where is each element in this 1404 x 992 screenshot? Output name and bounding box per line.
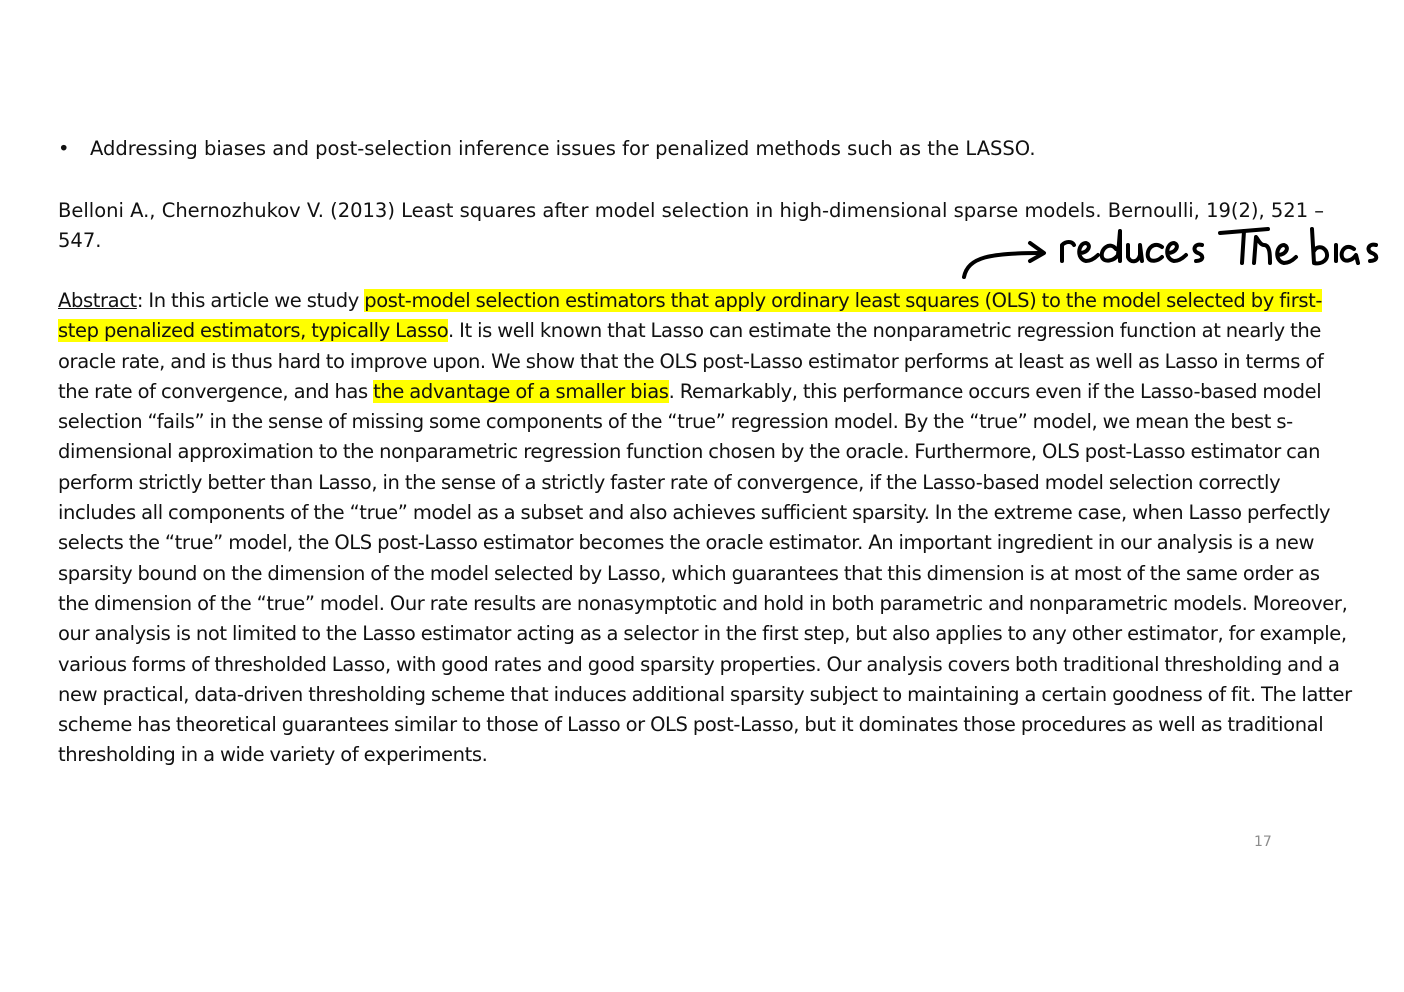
arrow-stroke — [964, 253, 1040, 277]
abstract-label: Abstract — [58, 289, 137, 312]
highlight-ols-post-selection: post-model selection estimators that apply ordinary least squares (OLS) to the model selected by first-step penalized estimators, typically Lasso — [58, 289, 1323, 343]
citation-reference: Belloni A., Chernozhukov V. (2013) Least squares after model selection in high-dimensional sparse models. Bernoulli, 19(2), 521 – 547. — [58, 199, 1325, 253]
bullet-text: Addressing biases and post-selection inference issues for penalized methods such as the LASSO. — [90, 137, 1036, 160]
highlight-smaller-bias: the advantage of a smaller bias — [373, 379, 669, 403]
bullet-marker: • — [58, 137, 70, 160]
bullet-item — [58, 134, 1036, 164]
abstract-intro: : In this article we study — [136, 289, 365, 312]
abstract-mid: . It is well known that Lasso can estimate the nonparametric regression function at nearly the oracle rate, and is thus hard to improve upon. We show that the OLS post-Lasso estimator performs at least as well as Lasso in terms of the rate of convergence, and has — [58, 319, 1324, 403]
abstract-rest: . Remarkably, this performance occurs even if the Lasso-based model selection “fails” in the sense of missing some components of the “true” regression model. By the “true” model, we mean the best s-dimensional approximation to the nonparametric regression function chosen by the oracle. Furthermore, OLS post-Lasso estimator can perform strictly better than Lasso, in the sense of a strictly faster rate of convergence, if the Lasso-based model selection correctly includes all components of the “true” model as a subset and also achieves sufficient sparsity. In the extreme case, when Lasso perfectly selects the “true” model, the OLS post-Lasso estimator becomes the oracle estimator. An important ingredient in our analysis is a new sparsity bound on the dimension of the model selected by Lasso, which guarantees that this dimension is at most of the same order as the dimension of the “true” model. Our rate results are nonasymptotic and hold in both parametric and nonparametric models. Moreover, our analysis is not limited to the Lasso estimator acting as a selector in the first step, but also applies to any other estimator, for example, various forms of thresholded Lasso, with good rates and good sparsity properties. Our analysis covers both traditional thresholding and a new practical, data-driven thresholding scheme that induces additional sparsity subject to maintaining a certain goodness of fit. The latter scheme has theoretical guarantees similar to those of Lasso or OLS post-Lasso, but it dominates those procedures as well as traditional thresholding in a wide variety of experiments. — [58, 379, 1352, 767]
handwritten-annotation — [950, 215, 1400, 285]
abstract-paragraph — [58, 286, 1354, 771]
page-number: 17 — [1254, 834, 1272, 850]
